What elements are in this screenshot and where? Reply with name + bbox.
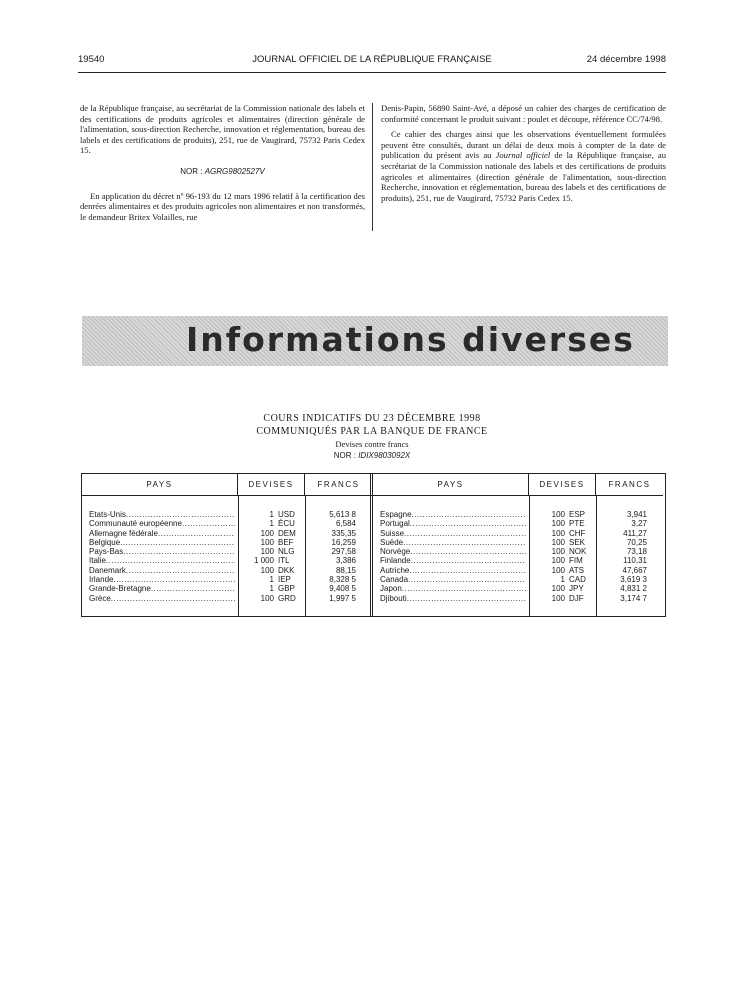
currency-code-cell: ITL: [278, 556, 290, 566]
quantity-cell: 100: [551, 537, 565, 547]
country-cell: Autriche .....: [380, 566, 526, 575]
currency-code-cell: PTE: [569, 519, 585, 529]
country-cell: Japon .....: [380, 584, 526, 593]
quantity-cell: 1: [269, 584, 274, 594]
table-row: [82, 510, 372, 519]
currency-code-cell: ATS: [569, 565, 584, 575]
country-cell: Norvège .....: [380, 547, 526, 556]
currency-code-cell: BEF: [278, 537, 294, 547]
quantity-cell: 100: [260, 565, 274, 575]
currency-code-cell: JPY: [569, 584, 584, 594]
currency-code-cell: GRD: [278, 593, 296, 603]
quantity-cell: 1: [560, 575, 565, 585]
currency-code-cell: CHF: [569, 528, 586, 538]
rate-value-cell: 5,613 8: [329, 510, 356, 519]
rate-value-cell: 88,15: [335, 565, 356, 575]
page-header: [78, 54, 666, 68]
rate-value-cell: 47,667: [622, 565, 647, 575]
country-cell: Finlande .....: [380, 556, 526, 565]
table-row: [82, 547, 372, 556]
column-divider: [372, 103, 373, 231]
quantity-cell: 100: [260, 537, 274, 547]
country-cell: Etats-Unis .....: [89, 510, 235, 519]
quantity-cell: 100: [551, 519, 565, 529]
nor-reference: [80, 167, 365, 178]
rate-value-cell: 3,941: [626, 510, 647, 519]
currency-code-cell: NOK: [569, 547, 587, 557]
right-rows: [373, 510, 663, 603]
rates-nor-label: NOR :: [333, 451, 356, 460]
table-row: [373, 519, 663, 528]
table-row: [373, 584, 663, 593]
rate-value-cell: 8,328 5: [329, 575, 356, 585]
currency-code-cell: FIM: [569, 556, 583, 566]
quantity-cell: 100: [551, 510, 565, 519]
rate-value-cell: 3,386: [335, 556, 356, 566]
nor-label: NOR :: [180, 166, 203, 176]
country-cell: Italie .....: [89, 556, 235, 565]
quantity-cell: 100: [551, 556, 565, 566]
journal-officiel-italic: Journal officiel: [495, 150, 551, 161]
table-row: [82, 519, 372, 528]
rate-value-cell: 110,31: [623, 556, 647, 566]
table-row: [82, 538, 372, 547]
country-cell: Canada .....: [380, 575, 526, 584]
quantity-cell: 100: [551, 565, 565, 575]
nor-code: AGRG9802527V: [204, 166, 265, 176]
rate-value-cell: 1,997 5: [329, 593, 356, 603]
table-row: [82, 529, 372, 538]
rate-value-cell: 70,25: [626, 537, 647, 547]
table-row: [82, 556, 372, 565]
left-text-column: [80, 103, 365, 222]
quantity-cell: 100: [551, 547, 565, 557]
currency-code-cell: SEK: [569, 537, 586, 547]
header-pays: PAYS: [373, 474, 529, 496]
right-paragraph-1: Denis-Papin, 56890 Saint-Avé, a déposé un cahier des charges de certification de conformité concernant le produit suivant : poulet et découpe, référence CC/74/98.: [381, 103, 666, 124]
quantity-cell: 100: [551, 593, 565, 603]
rate-value-cell: 3,174 7: [620, 593, 647, 603]
table-row: [373, 556, 663, 565]
quantity-cell: 100: [260, 528, 274, 538]
header-francs: FRANCS: [305, 474, 372, 496]
country-cell: Irlande .....: [89, 575, 235, 584]
rates-subtitle: Devises contre francs: [335, 439, 409, 449]
table-left-half: [82, 474, 372, 616]
currency-code-cell: CAD: [569, 575, 586, 585]
table-row: [82, 575, 372, 584]
currency-code-cell: ÉCU: [278, 519, 295, 529]
right-paragraph-2-end: de la République française, au secrétariat de la Commission nationale des labels et des certifications de produits agricoles et alimentaires (direction générale de l'alimentation, sous-direction Recherche, innovation et réglementation, bureau des labels et des certifications de produits), 251, rue de Vaugirard, 75732 Paris Cedex 15.: [381, 150, 666, 203]
currency-code-cell: ESP: [569, 510, 586, 519]
country-cell: Espagne .....: [380, 510, 526, 519]
right-paragraph-2: [381, 129, 666, 203]
rates-nor-code: IDIX9803092X: [358, 451, 411, 460]
quantity-cell: 1: [269, 519, 274, 529]
country-cell: Belgique .....: [89, 538, 235, 547]
currency-code-cell: GBP: [278, 584, 295, 594]
journal-title: JOURNAL OFFICIEL DE LA RÉPUBLIQUE FRANÇAISE: [252, 54, 492, 65]
rate-value-cell: 16,259: [331, 537, 356, 547]
country-cell: Suède .....: [380, 538, 526, 547]
rate-value-cell: 297,58: [331, 547, 356, 557]
rate-value-cell: 6,584: [335, 519, 356, 529]
table-row: [373, 547, 663, 556]
table-row: [373, 566, 663, 575]
left-paragraph-1: de la République française, au secrétariat de la Commission nationale des labels et des certifications de produits agricoles et alimentaires (direction générale de l'alimentation, sous-direction Recherche, innovation et réglementation, bureau des labels et des certifications de produits), 251, rue de Vaugirard, 75732 Paris Cedex 15.: [80, 103, 365, 156]
country-cell: Grèce .....: [89, 594, 235, 603]
quantity-cell: 100: [260, 547, 274, 557]
country-cell: Djibouti .....: [380, 594, 526, 603]
rate-value-cell: 9,408 5: [329, 584, 356, 594]
table-row: [82, 584, 372, 593]
table-row: [373, 510, 663, 519]
quantity-cell: 1: [269, 575, 274, 585]
country-cell: Portugal .....: [380, 519, 526, 528]
quantity-cell: 100: [260, 593, 274, 603]
rate-value-cell: 73,18: [626, 547, 647, 557]
exchange-rate-table: [81, 473, 666, 617]
rate-value-cell: 335,35: [331, 528, 356, 538]
currency-code-cell: IEP: [278, 575, 291, 585]
table-row: [82, 566, 372, 575]
header-pays: PAYS: [82, 474, 238, 496]
country-cell: Grande-Bretagne .....: [89, 584, 235, 593]
table-row: [82, 594, 372, 603]
table-row: [373, 594, 663, 603]
currency-code-cell: USD: [278, 510, 295, 519]
header-devises: DEVISES: [529, 474, 596, 496]
table-right-half: [373, 474, 663, 616]
right-text-column: [381, 103, 666, 203]
country-cell: Communauté européenne .....: [89, 519, 235, 528]
quantity-cell: 100: [551, 584, 565, 594]
quantity-cell: 1: [269, 510, 274, 519]
rates-heading: [78, 412, 666, 462]
header-devises: DEVISES: [238, 474, 305, 496]
section-banner: [82, 316, 668, 366]
header-rule: [78, 72, 666, 73]
country-cell: Suisse .....: [380, 529, 526, 538]
currency-code-cell: DJF: [569, 593, 584, 603]
left-paragraph-2: En application du décret nº 96-193 du 12 mars 1996 relatif à la certification des denrées alimentaires et des produits agricoles non alimentaires et non transformés, le demandeur Britex Volailles, rue: [80, 190, 365, 222]
country-cell: Allemagne fédérale .....: [89, 529, 235, 538]
rates-title-line2: COMMUNIQUÉS PAR LA BANQUE DE FRANCE: [256, 426, 488, 437]
rate-value-cell: 3,619 3: [620, 575, 647, 585]
table-row: [373, 538, 663, 547]
issue-date: 24 décembre 1998: [586, 54, 666, 65]
table-row: [373, 575, 663, 584]
right-paragraph-2-start: Ce cahier des charges ainsi que les observations éventuellement formulées peuvent être consultés, durant un délai de deux mois à compter de la date de publication du présent avis au: [381, 129, 666, 161]
currency-code-cell: DKK: [278, 565, 295, 575]
section-title: Informations diverses: [186, 320, 635, 359]
rates-nor: [78, 450, 666, 462]
rate-value-cell: 3,27: [631, 519, 647, 529]
left-rows: [82, 510, 372, 603]
rates-title-line1: COURS INDICATIFS DU 23 DÉCEMBRE 1998: [263, 413, 481, 424]
quantity-cell: 100: [551, 528, 565, 538]
quantity-cell: 1 000: [253, 556, 274, 566]
table-row: [373, 529, 663, 538]
rate-value-cell: 4,831 2: [620, 584, 647, 594]
currency-code-cell: DEM: [278, 528, 296, 538]
header-francs: FRANCS: [596, 474, 663, 496]
currency-code-cell: NLG: [278, 547, 295, 557]
country-cell: Pays-Bas .....: [89, 547, 235, 556]
rate-value-cell: 411,27: [623, 528, 647, 538]
page-number: 19540: [78, 54, 105, 65]
country-cell: Danemark .....: [89, 566, 235, 575]
